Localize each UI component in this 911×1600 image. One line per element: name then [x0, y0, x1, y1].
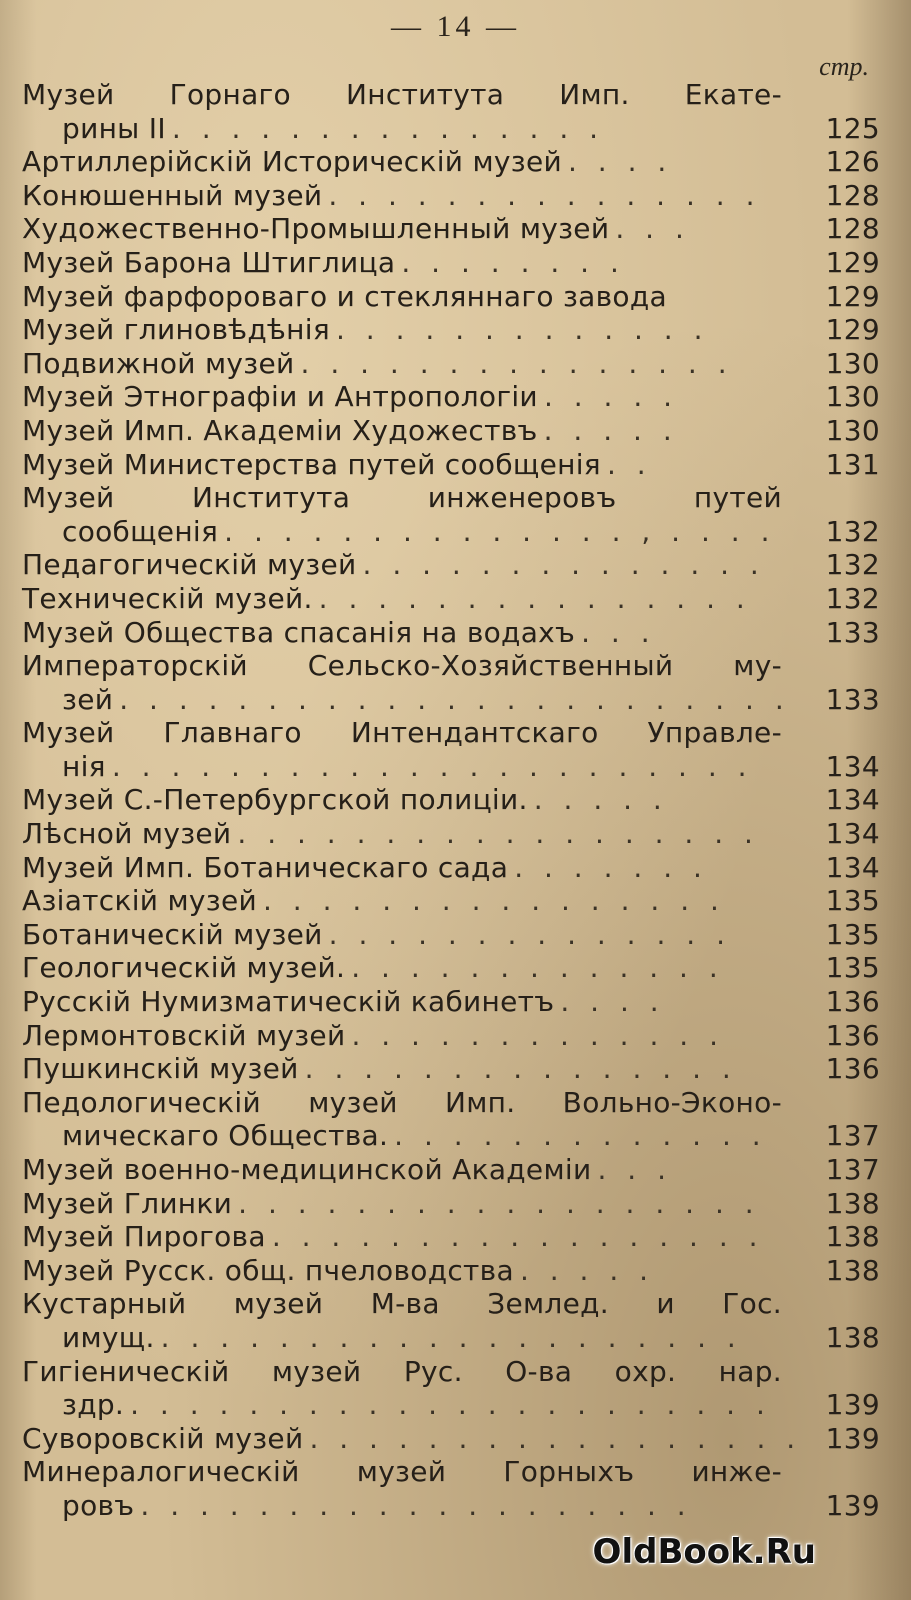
dot-leader: . . . . . . . . . . . . . . . . [262, 884, 725, 918]
toc-entry-row [22, 616, 880, 650]
toc-page-number: 126 [825, 145, 880, 179]
dot-leader: . . . . . . . . . . . . . [351, 951, 724, 985]
toc-entry [22, 548, 880, 582]
dot-leader: . . . [615, 212, 690, 246]
toc-entry [22, 1019, 880, 1053]
toc-entry [22, 1220, 880, 1254]
toc-entry-title-line: Музей Общества спасанія на водахъ [22, 615, 576, 649]
page-column-label: стр. [819, 52, 869, 81]
toc-entry-title-line: Музей военно-медицинской Академіи [22, 1153, 592, 1186]
toc-entry-title-line: зей [62, 682, 114, 716]
toc-page-number: 136 [825, 985, 880, 1019]
toc-entry-title-line: Артиллерійскій Историческій музей [22, 145, 562, 179]
dot-leader: . . . . . . . . . . . . . . . [318, 581, 751, 615]
dot-leader: . . . . . . . . . . . . . . . [171, 111, 605, 145]
dot-leader: . . . . . . . . . . . . . . . . . . . . [160, 1320, 742, 1354]
toc-entry-title-line: имущ. [62, 1320, 155, 1354]
toc-entry [22, 918, 880, 952]
toc-entry-row [22, 1019, 880, 1053]
toc-page-number: 125 [825, 111, 880, 145]
toc-entry-row [22, 448, 880, 482]
toc-page-number: 130 [825, 380, 880, 414]
toc-entry-row [22, 313, 880, 347]
toc-page-number: 132 [825, 581, 880, 615]
dot-leader: . . . . . . . . . . . . . [351, 1018, 724, 1052]
toc-entry [22, 582, 880, 616]
dot-leader: . . . . . . . . . . . . . . . [304, 1052, 737, 1086]
toc-entry [22, 616, 880, 650]
toc-entry [22, 380, 880, 414]
page-number: — 14 — [391, 10, 520, 43]
toc-entry-row [22, 683, 880, 717]
toc-page-number: 138 [825, 1253, 880, 1287]
toc-entry-title-line: Минералогическій музей Горныхъ инже- [22, 1455, 782, 1489]
toc-page-number: 132 [825, 514, 880, 548]
toc-entry-row [22, 280, 880, 314]
dot-leader: . . . . . . . . . . . . . . . . . . . . . . . [119, 682, 790, 716]
watermark-logo: OldBook.Ru [592, 1532, 816, 1572]
toc-entry-title-line: Музей Главнаго Интендантскаго Управле- [22, 716, 782, 750]
toc-entry [22, 246, 880, 280]
toc-entry-title-line: Музей фарфороваго и стекляннаго завода [22, 279, 667, 313]
toc-page-number: 128 [825, 178, 880, 212]
toc-entry-title-line: Музей Пирогова [22, 1220, 266, 1254]
toc-entry [22, 448, 880, 482]
toc-entry [22, 313, 880, 347]
toc-entry-title-line: Педологическій музей Имп. Вольно-Эконо- [22, 1085, 782, 1119]
toc-entry [22, 1422, 880, 1456]
toc-page-number: 129 [825, 245, 880, 279]
dot-leader: . . . . . [533, 783, 668, 817]
toc-entry-row [22, 884, 880, 918]
toc-entry-row [22, 414, 880, 448]
dot-leader: . . . . . . . . . . . . . . . . . [271, 1220, 764, 1254]
dot-leader: . . . . . . . . . . . . . . . . . . [238, 1186, 760, 1220]
toc-page-number: 136 [825, 1052, 880, 1086]
toc-page-number: 134 [825, 850, 880, 884]
toc-page-number: 135 [825, 917, 880, 951]
toc-entry-title-line: нія [62, 749, 106, 783]
toc-entry [22, 347, 880, 381]
toc-entry-title-line: Подвижной музей [22, 346, 295, 380]
dot-leader: . . . . . . . . . . . . . . . . . . . [140, 1488, 692, 1522]
dot-leader: . . . [597, 1153, 672, 1186]
dot-leader: . . . . . . . . . . . . . . . . . [309, 1421, 802, 1455]
toc-entry-row [22, 851, 880, 885]
toc-page-number: 134 [825, 783, 880, 817]
toc-entry-title-line: Музей Глинки [22, 1186, 233, 1220]
toc-entry-title-line: Музей глиновѣдѣнія [22, 313, 330, 347]
toc-entry-row [22, 817, 880, 851]
toc-entry-row [22, 1153, 880, 1187]
toc-page-number: 137 [825, 1153, 880, 1186]
toc-page-number: 138 [825, 1320, 880, 1354]
table-of-contents [22, 78, 880, 1523]
toc-page-number: 130 [825, 413, 880, 447]
toc-page-number: 139 [825, 1488, 880, 1522]
toc-entry-row [22, 548, 880, 582]
toc-entry-title-line: сообщенія [62, 514, 219, 548]
toc-entry-title-line: Геологическій музей. [22, 951, 346, 985]
dot-leader: . . . . . [543, 380, 679, 414]
toc-entry [22, 783, 880, 817]
toc-entry [22, 1287, 880, 1354]
toc-entry [22, 212, 880, 246]
toc-entry-row [22, 918, 880, 952]
toc-entry-row [22, 1489, 880, 1523]
toc-entry-title-line: Лѣсной музей [22, 817, 232, 851]
dot-leader: . . . . . . . . . . . . . . . . . . . . . . [111, 749, 753, 783]
toc-entry-row [22, 750, 880, 784]
toc-entry [22, 414, 880, 448]
dot-leader: . . . . . . . . . . . . . . [362, 548, 765, 582]
toc-entry [22, 179, 880, 213]
toc-entry [22, 1254, 880, 1288]
toc-entry-title-line: Музей Горнаго Института Имп. Екате- [22, 78, 782, 111]
toc-page-number: 135 [825, 884, 880, 918]
toc-entry [22, 649, 880, 716]
toc-entry [22, 1153, 880, 1187]
toc-page-number: 139 [825, 1388, 880, 1422]
toc-entry [22, 1455, 880, 1522]
toc-entry-row [22, 179, 880, 213]
toc-entry-title-line: Музей Имп. Ботаническаго сада [22, 850, 509, 884]
dot-leader: . . . . . . . . . . . . . . . [300, 346, 733, 380]
toc-entry-title-line: Музей Русск. общ. пчеловодства [22, 1253, 514, 1287]
toc-entry-row [22, 951, 880, 985]
dot-leader: . . . . . [519, 1253, 655, 1287]
toc-page-number: 131 [825, 447, 880, 481]
toc-entry-title-line: Конюшенный музей [22, 178, 323, 212]
toc-entry-row [22, 1187, 880, 1221]
toc-page-number: 134 [825, 817, 880, 851]
toc-entry-title-line: Суворовскій музей [22, 1421, 304, 1455]
toc-entry-title-line: Художественно-Промышленный музей [22, 212, 610, 246]
toc-entry [22, 851, 880, 885]
toc-page-number: 138 [825, 1220, 880, 1254]
toc-page-number: 138 [825, 1186, 880, 1220]
toc-entry-title-line: Императорскій Сельско-Хозяйственный му- [22, 649, 782, 683]
toc-page-number: 135 [825, 951, 880, 985]
dot-leader: . . . . . . . . . . . . . . , . . . . [224, 514, 776, 548]
toc-page-number: 129 [825, 279, 880, 313]
toc-entry-title-line: рины II [62, 111, 166, 145]
toc-entry-row [22, 1119, 880, 1153]
toc-entry-title-line: Музей Министерства путей сообщенія [22, 447, 601, 481]
toc-entry-title-line: Музей Института инженеровъ путей [22, 481, 782, 515]
toc-entry-title-line: Ботаническій музей [22, 917, 323, 951]
toc-entry-title-line: Лермонтовскій музей [22, 1018, 346, 1052]
toc-page-number: 133 [825, 615, 880, 649]
toc-entry-row [22, 985, 880, 1019]
toc-page-number: 132 [825, 548, 880, 582]
toc-entry [22, 280, 880, 314]
toc-entry-title-line: Пушкинскій музей [22, 1052, 299, 1086]
toc-page-number: 136 [825, 1018, 880, 1052]
toc-entry [22, 1187, 880, 1221]
toc-page-number: 137 [825, 1119, 880, 1153]
toc-page-number: 130 [825, 346, 880, 380]
toc-entry-row [22, 1220, 880, 1254]
toc-entry-title-line: Музей Этнографіи и Антропологіи [22, 380, 538, 414]
toc-entry [22, 951, 880, 985]
dot-leader: . . . . . . . . . . . . . . [328, 917, 731, 951]
toc-entry-row [22, 515, 880, 549]
toc-entry [22, 1355, 880, 1422]
toc-entry [22, 716, 880, 783]
toc-entry-title-line: Кустарный музей М-ва Землед. и Гос. [22, 1287, 782, 1321]
dot-leader: . . . . . . . . . . . . . [394, 1119, 767, 1153]
toc-entry-row [22, 380, 880, 414]
dot-leader: . . . [581, 615, 656, 649]
toc-entry-row [22, 112, 880, 146]
toc-entry-row [22, 1254, 880, 1288]
toc-entry-row [22, 246, 880, 280]
toc-entry-title-line: ровъ [62, 1488, 135, 1522]
toc-entry-row [22, 1052, 880, 1086]
toc-entry-row [22, 145, 880, 179]
toc-entry-title-line: здр. [62, 1388, 125, 1422]
toc-entry-title-line: Азіатскій музей [22, 884, 257, 918]
toc-page-number: 133 [825, 682, 880, 716]
toc-entry-row [22, 1422, 880, 1456]
toc-entry-title-line: Гигіеническій музей Рус. О-ва охр. нар. [22, 1354, 782, 1388]
toc-entry [22, 1086, 880, 1153]
toc-entry [22, 145, 880, 179]
toc-page-number: 139 [825, 1421, 880, 1455]
toc-entry [22, 884, 880, 918]
toc-page-number: 128 [825, 212, 880, 246]
toc-entry-title-line: Музей Барона Штиглица [22, 245, 396, 279]
toc-entry [22, 985, 880, 1019]
dot-leader: . . . . . . . [514, 850, 708, 884]
toc-page-number: 134 [825, 749, 880, 783]
toc-entry-row [22, 783, 880, 817]
toc-entry-title-line: Музей Имп. Академіи Художествъ [22, 413, 538, 447]
dot-leader: . . . . . . . . . . . . . . . . . . . . . . [130, 1388, 771, 1422]
toc-page-number: 129 [825, 313, 880, 347]
toc-entry [22, 1052, 880, 1086]
toc-entry-row [22, 347, 880, 381]
toc-entry-title-line: мическаго Общества. [62, 1119, 389, 1153]
toc-entry [22, 817, 880, 851]
toc-entry-row [22, 1388, 880, 1422]
dot-leader: . . . . . . . . . . . . . . . [328, 178, 761, 212]
toc-entry-row [22, 582, 880, 616]
toc-entry-row [22, 1321, 880, 1355]
dot-leader: . . . . . . . . . . . . . [336, 313, 709, 347]
toc-entry-row [22, 212, 880, 246]
dot-leader: . . [606, 447, 652, 481]
dot-leader: . . . . [560, 985, 665, 1019]
dot-leader: . . . . . . . . [401, 245, 625, 279]
dot-leader: . . . . . [543, 413, 678, 447]
toc-entry [22, 481, 880, 548]
toc-entry [22, 78, 880, 145]
toc-entry-title-line: Русскій Нумизматическій кабинетъ [22, 985, 555, 1019]
toc-entry-title-line: Техническій музей. [22, 581, 313, 615]
dot-leader: . . . . [568, 145, 673, 179]
toc-entry-title-line: Музей С.-Петербургской полиціи. [22, 783, 528, 817]
dot-leader: . . . . . . . . . . . . . . . . . . [237, 817, 759, 851]
toc-entry-title-line: Педагогическій музей [22, 548, 357, 582]
